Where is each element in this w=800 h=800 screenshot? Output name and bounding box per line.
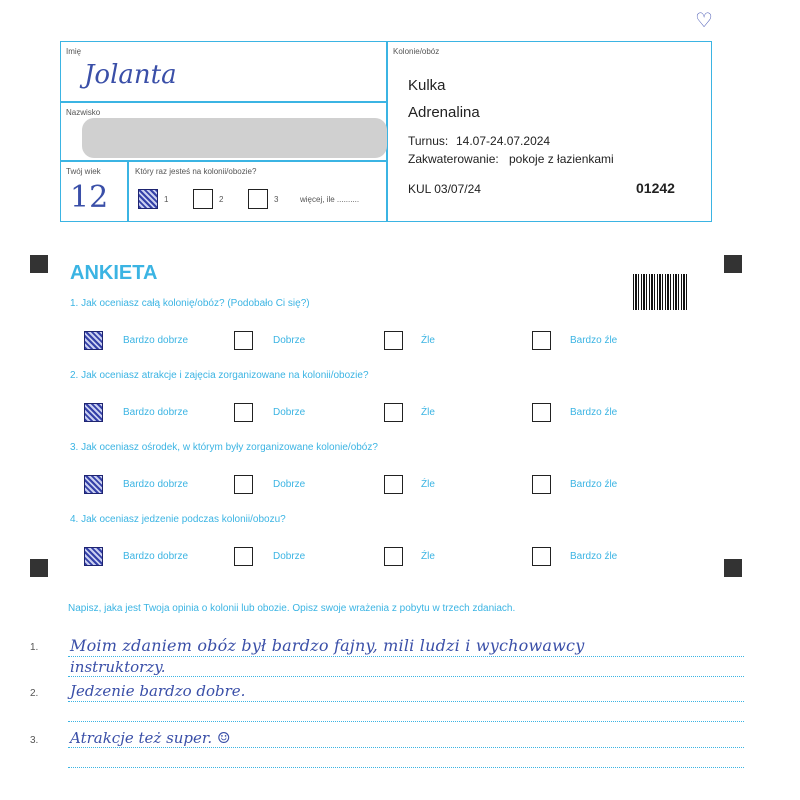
- question-4-option-label-2: Dobrze: [273, 551, 306, 562]
- question-1-checkbox-4[interactable]: [532, 331, 551, 350]
- question-3-checkbox-1[interactable]: [84, 475, 103, 494]
- zakw-label: Zakwaterowanie:: [408, 152, 499, 166]
- question-2-checkbox-2[interactable]: [234, 403, 253, 422]
- camp-name-2: Adrenalina: [408, 104, 480, 121]
- wiek-value: 12: [70, 180, 109, 215]
- question-4-checkbox-1[interactable]: [84, 547, 103, 566]
- turnus-label: Turnus:: [408, 134, 449, 148]
- question-4-option-label-4: Bardzo źle: [570, 551, 618, 562]
- question-2-option-label-4: Bardzo źle: [570, 407, 618, 418]
- line-number-1: 1.: [30, 642, 39, 653]
- question-3-checkbox-3[interactable]: [384, 475, 403, 494]
- question-1-checkbox-1[interactable]: [84, 331, 103, 350]
- question-1-option-label-3: Źle: [421, 335, 435, 346]
- question-3-option-label-1: Bardzo dobrze: [123, 479, 189, 490]
- times-option-2: 2: [219, 195, 224, 204]
- line-number-3: 3.: [30, 735, 39, 746]
- header-divider-1: [60, 101, 387, 103]
- registration-marker-bl: [30, 559, 48, 577]
- question-4-text: 4. Jak oceniasz jedzenie podczas kolonii/obozu?: [70, 514, 286, 525]
- question-1-option-label-4: Bardzo źle: [570, 335, 618, 346]
- answer-text-1a: Moim zdaniem obóz był bardzo fajny, mili ludzi i wychowawcy: [70, 636, 585, 655]
- answer-text-1b: instruktorzy.: [70, 658, 166, 676]
- question-4-checkbox-4[interactable]: [532, 547, 551, 566]
- answer-line-5[interactable]: [68, 747, 744, 748]
- zakw-value: pokoje z łazienkami: [509, 152, 614, 166]
- imie-label: Imię: [66, 47, 82, 56]
- camp-name: Kulka: [408, 77, 446, 94]
- question-2-text: 2. Jak oceniasz atrakcje i zajęcia zorganizowane na kolonii/obozie?: [70, 370, 369, 381]
- survey-title: ANKIETA: [70, 262, 158, 284]
- turnus-value: 14.07-24.07.2024: [456, 134, 551, 148]
- times-checkbox-3[interactable]: [248, 189, 268, 209]
- question-1-option-label-2: Dobrze: [273, 335, 306, 346]
- question-1-option-label-1: Bardzo dobrze: [123, 335, 189, 346]
- kolonie-label: Kolonie/obóz: [393, 47, 440, 56]
- imie-value: Jolanta: [84, 60, 177, 90]
- question-2-option-label-2: Dobrze: [273, 407, 306, 418]
- question-1-text: 1. Jak oceniasz całą kolonię/obóz? (Podobało Ci się?): [70, 298, 310, 309]
- answer-line-6[interactable]: [68, 767, 744, 768]
- answer-text-3: Atrakcje też super. ☺: [70, 729, 231, 747]
- wiek-label: Twój wiek: [66, 167, 101, 176]
- times-option-1: 1: [164, 195, 169, 204]
- question-2-checkbox-1[interactable]: [84, 403, 103, 422]
- opinion-prompt: Napisz, jaka jest Twoja opinia o kolonii lub obozie. Opisz swoje wrażenia z pobytu w trzech zdaniach.: [68, 603, 516, 614]
- question-4-option-label-3: Źle: [421, 551, 435, 562]
- heart-doodle-icon: ♡: [695, 8, 713, 32]
- question-2-option-label-3: Źle: [421, 407, 435, 418]
- registration-marker-tl: [30, 255, 48, 273]
- answer-line-4[interactable]: [68, 721, 744, 722]
- more-label: więcej, ile ..........: [300, 195, 360, 204]
- camp-code: KUL 03/07/24: [408, 182, 481, 196]
- question-4-option-label-1: Bardzo dobrze: [123, 551, 189, 562]
- times-checkbox-1[interactable]: [138, 189, 158, 209]
- answer-line-3[interactable]: [68, 701, 744, 702]
- header-divider-3: [127, 160, 129, 221]
- nazwisko-label: Nazwisko: [66, 108, 101, 117]
- question-3-text: 3. Jak oceniasz ośrodek, w którym były zorganizowane kolonie/obóz?: [70, 442, 378, 453]
- ktory-raz-label: Który raz jesteś na kolonii/obozie?: [135, 167, 257, 176]
- question-2-checkbox-3[interactable]: [384, 403, 403, 422]
- registration-marker-tr: [724, 255, 742, 273]
- form-number: 01242: [636, 180, 675, 196]
- question-2-checkbox-4[interactable]: [532, 403, 551, 422]
- question-1-checkbox-2[interactable]: [234, 331, 253, 350]
- times-option-3: 3: [274, 195, 279, 204]
- barcode-icon: [633, 274, 689, 310]
- question-3-option-label-2: Dobrze: [273, 479, 306, 490]
- question-1-checkbox-3[interactable]: [384, 331, 403, 350]
- question-4-checkbox-3[interactable]: [384, 547, 403, 566]
- answer-line-2[interactable]: [68, 676, 744, 677]
- answer-line-1[interactable]: [68, 656, 744, 657]
- registration-marker-br: [724, 559, 742, 577]
- times-checkbox-2[interactable]: [193, 189, 213, 209]
- question-4-checkbox-2[interactable]: [234, 547, 253, 566]
- line-number-2: 2.: [30, 688, 39, 699]
- question-3-option-label-3: Źle: [421, 479, 435, 490]
- question-3-checkbox-4[interactable]: [532, 475, 551, 494]
- question-3-checkbox-2[interactable]: [234, 475, 253, 494]
- nazwisko-redacted: [82, 118, 387, 158]
- header-divider-2: [60, 160, 387, 162]
- question-3-option-label-4: Bardzo źle: [570, 479, 618, 490]
- answer-text-2: Jedzenie bardzo dobre.: [70, 682, 246, 700]
- question-2-option-label-1: Bardzo dobrze: [123, 407, 189, 418]
